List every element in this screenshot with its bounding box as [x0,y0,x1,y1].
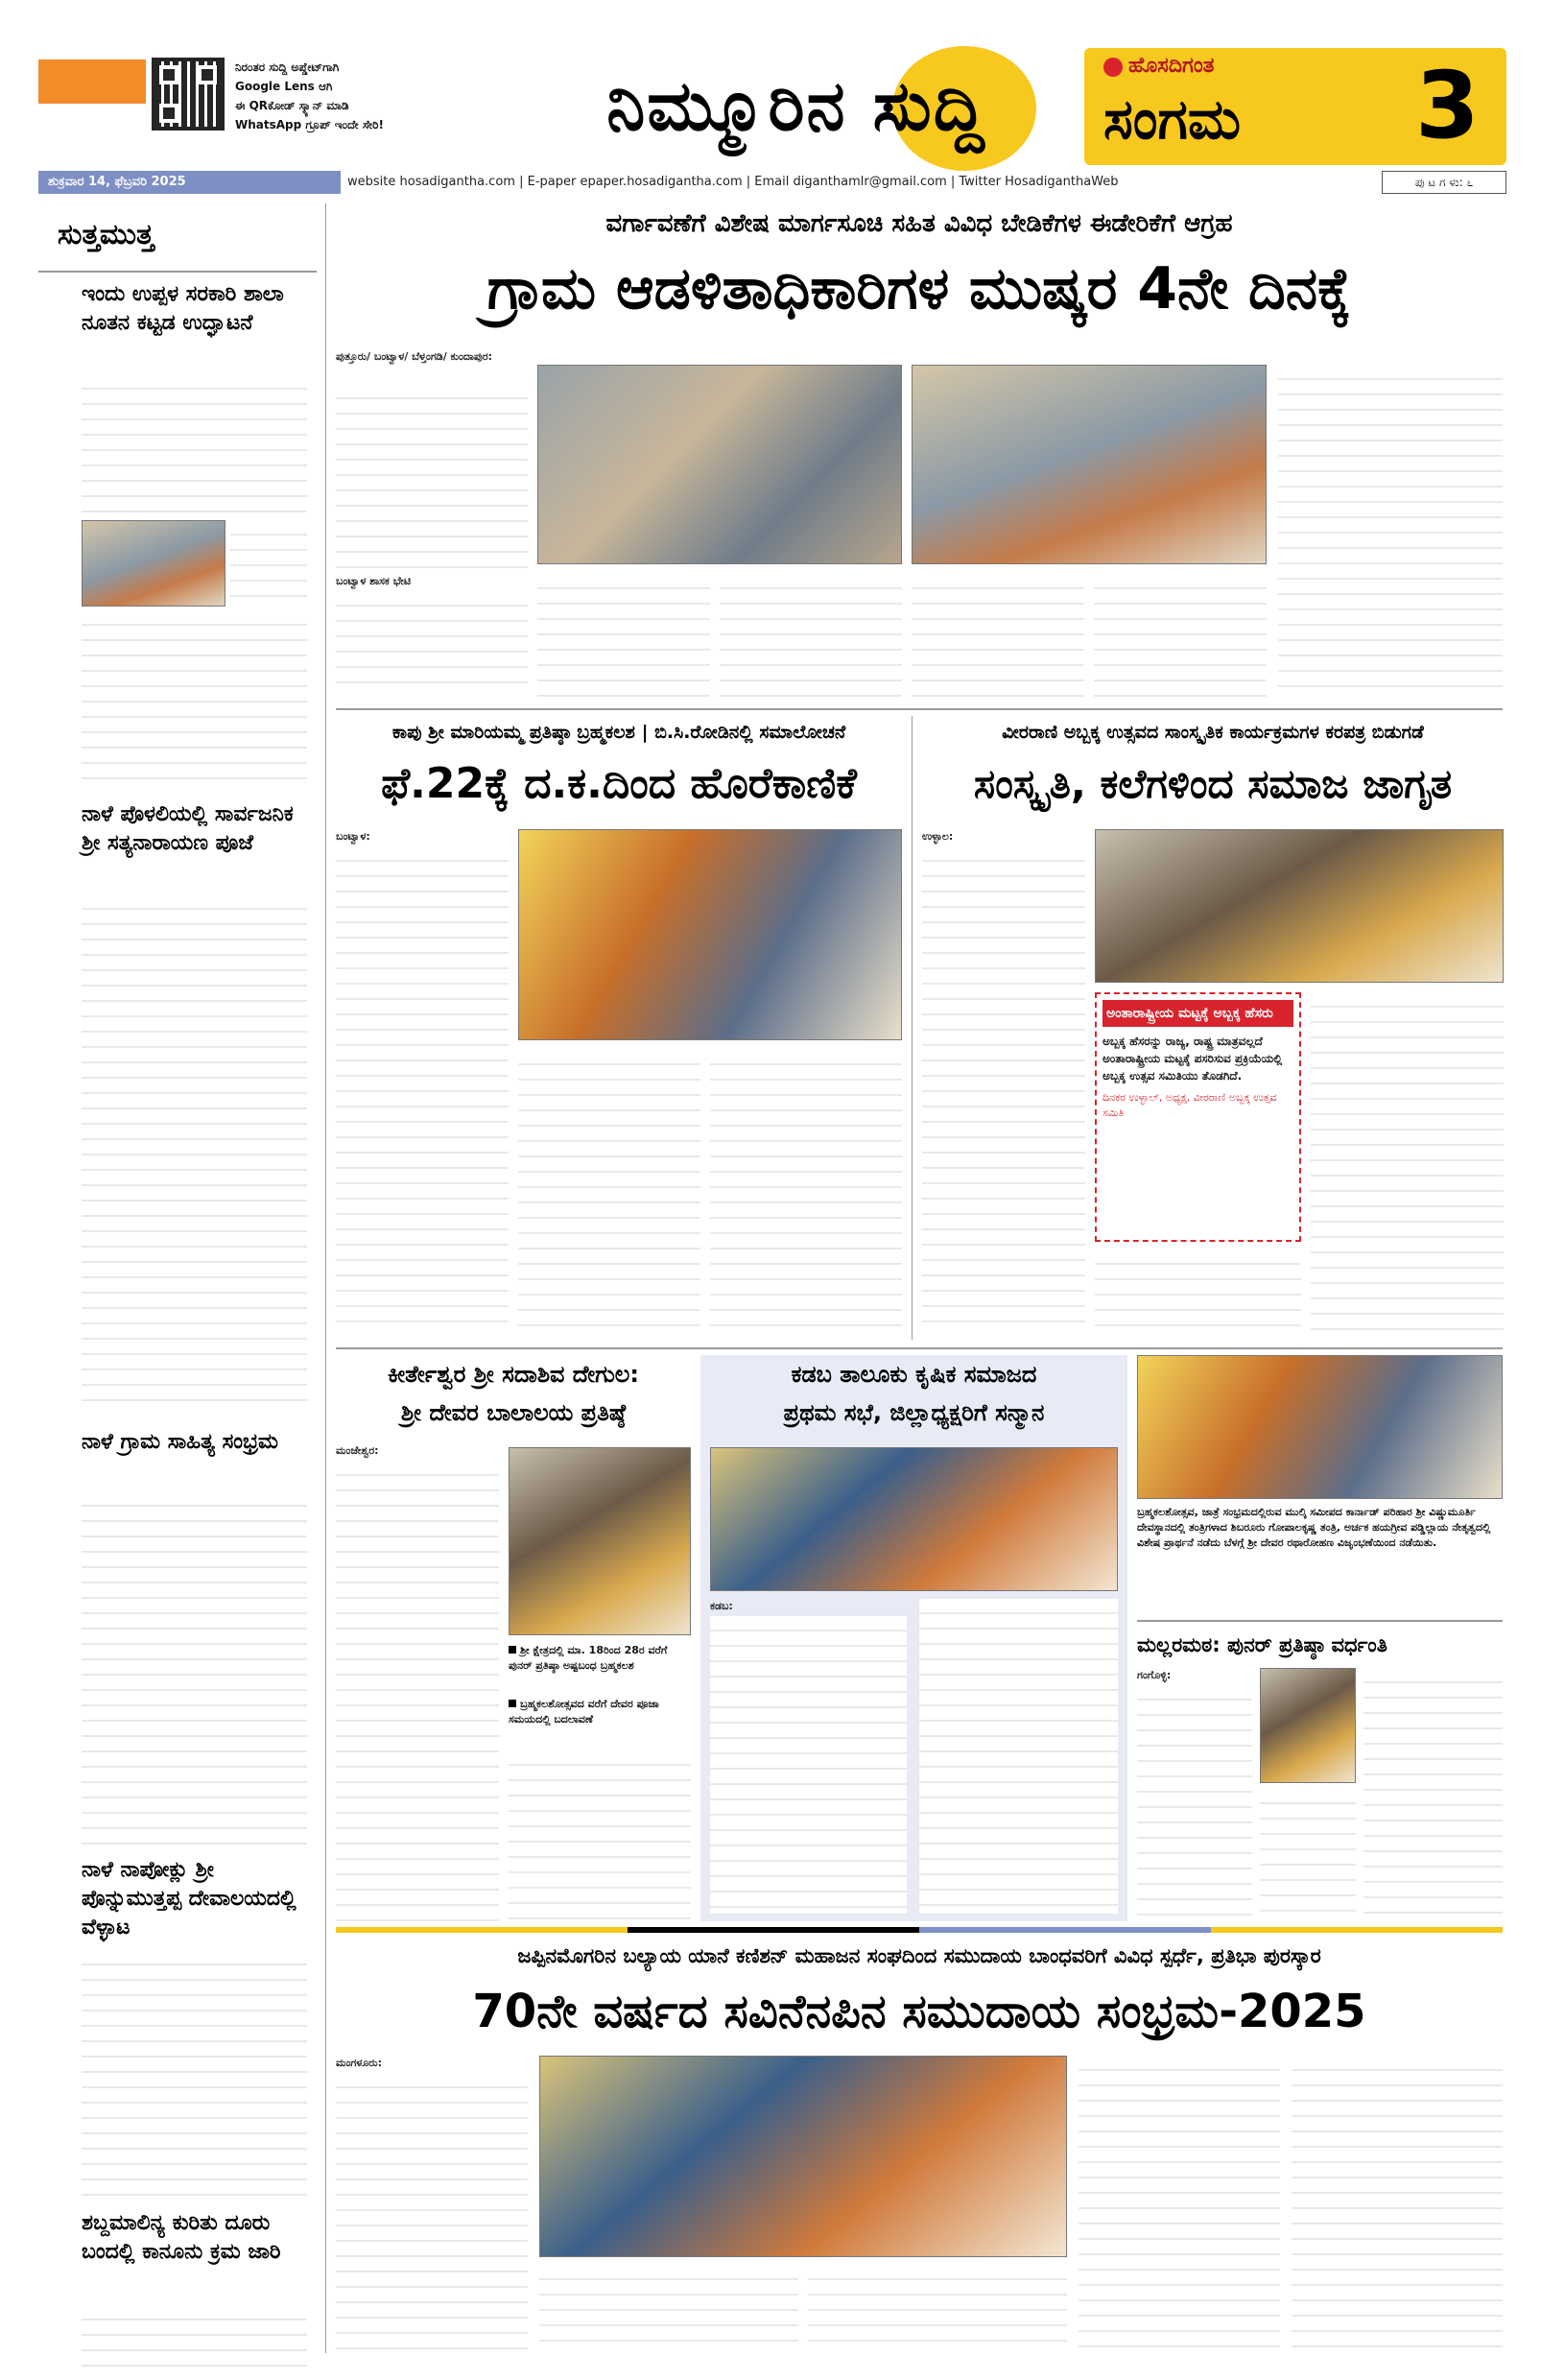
callout-box [1095,992,1301,1242]
protest-photo-2 [912,365,1267,564]
story-hore-kanike [336,716,902,1340]
school-photo [82,520,225,607]
sidebar-story-title: ನಾಳೆ ಪೊಳಲಿಯಲ್ಲಿ ಸಾರ್ವಜನಿಕ ಶ್ರೀ ಸತ್ಯನಾರಾಯಣ ಪೂಜೆ [82,802,294,855]
bullet-1-text: ಶ್ರೀ ಕ್ಷೇತ್ರದಲ್ಲಿ ಮಾ. 18ರಿಂದ 28ರ ವರೆಗೆ ಪುನರ್ ಪ್ರತಿಷ್ಠಾ ಅಷ್ಟಬಂಧ ಬ್ರಹ್ಮಕಲಶ [509,1644,668,1672]
story7-dateline: ಮಂಗಳೂರು: [336,2057,382,2069]
story2-kicker: ಕಾಪು ಶ್ರೀ ಮಾರಿಯಮ್ಮ ಪ್ರತಿಷ್ಠಾ ಬ್ರಹ್ಮಕಲಶ | ಬಿ.ಸಿ.ರೋಡಿನಲ್ಲಿ ಸಮಾಲೋಚನೆ [391,722,846,743]
sidebar-story-body [82,1950,307,2200]
color-strip [336,1927,1503,1933]
story-kadaba [700,1355,1127,1921]
pages-text: ಪು ಟ ಗ ಳು: ೬ [1414,176,1474,189]
protest-photo-1 [537,365,902,564]
story2-body [710,1050,902,1336]
story-balyaya [336,1939,1503,2361]
story5-headline-1: ಕಡಬ ತಾಲೂಕು ಕೃಷಿಕ ಸಮಾಜದ [791,1361,1037,1388]
story4-headline-2: ಶ್ರೀ ದೇವರ ಬಾಲಾಲಯ ಪ್ರತಿಷ್ಠೆ [400,1399,627,1426]
temple-photo [509,1447,691,1635]
story4-dateline: ಮಂಜೇಶ್ವರ: [336,1444,379,1457]
story5-headline-2: ಪ್ರಥಮ ಸಭೆ, ಜಿಲ್ಲಾಧ್ಯಕ್ಷರಿಗೆ ಸನ್ಮಾನ [783,1399,1045,1426]
story2-body [518,1050,700,1336]
brand-box [1084,48,1506,165]
story-abbakka [912,716,1503,1340]
qr-line-1: ನಿರಂತರ ಸುದ್ದಿ ಅಪ್ಡೇಟ್‌ಗಾಗಿ [235,60,340,74]
qr-line-3: ಈ QRಕೋಡ್‌ ಸ್ಕ್ಯಾನ್‌ ಮಾಡಿ [235,99,349,112]
callout-body: ಅಬ್ಬಕ್ಕ ಹೆಸರನ್ನು ರಾಜ್ಯ, ರಾಷ್ಟ್ರ ಮಾತ್ರವಲ್ಲದೆ ಅಂತಾರಾಷ್ಟ್ರೀಯ ಮಟ್ಟಕ್ಕೆ ಪಸರಿಸುವ ಪ್ರಕ್ರಿಯೆಯಲ್ಲಿ ಅಬ್ಬಕ್ಕ ಉತ್ಸವ ಸಮಿತಿಯು ತೊಡಗಿದೆ. [1102,1035,1283,1083]
masthead-title: ನಿಮ್ಮೂರಿನ ಸುದ್ದಿ [606,65,986,146]
story4-headline-1: ಕೀರ್ತೇಶ್ವರ ಶ್ರೀ ಸದಾಶಿವ ದೇಗುಲ: [388,1361,639,1388]
sidebar-story-body [82,1491,307,1844]
lead-body [720,574,902,697]
story4-body [509,1750,691,1921]
story4-body [336,1461,499,1921]
lead-dateline: ಪುತ್ತೂರು/ ಬಂಟ್ವಾಳ/ ಬೆಳ್ತಂಗಡಿ/ ಕುಂದಾಪುರ: [336,350,493,363]
callout-title: ಅಂತಾರಾಷ್ಟ್ರೀಯ ಮಟ್ಟಕ್ಕೆ ಅಬ್ಬಕ್ಕ ಹೆಸರು [1102,1000,1293,1027]
lead-body [912,574,1084,697]
story7-body [539,2265,798,2353]
pages-box [1382,171,1506,194]
story6-headline: ಮಲ್ಲರಮಠ: ಪುನರ್ ಪ್ರತಿಷ್ಠಾ ವರ್ಧಂತಿ [1137,1633,1387,1656]
sidebar-logo: ಸುತ್ತಮುತ್ತ [58,218,154,251]
story7-headline: 70ನೇ ವರ್ಷದ ಸವಿನೆನಪಿನ ಸಮುದಾಯ ಸಂಭ್ರಮ-2025 [472,1985,1366,2038]
qr-line-4: WhatsApp ಗ್ರೂಪ್‌ ಇಂದೇ ಸೇರಿ! [235,118,384,131]
sidebar-story-title: ನಾಳೆ ನಾಪೋಕ್ಲು ಶ್ರೀ ಪೊನ್ನುಮುತ್ತಪ್ಪ ದೇವಾಲಯದಲ್ಲಿ ವೆಳ್ಳಾಟ [82,1858,296,1940]
date-bar [38,171,341,194]
section-divider [336,708,1503,710]
links-text[interactable]: website hosadigantha.com | E-paper epaper.hosadigantha.com | Email diganthamlr@gmail.com | Twitter HosadiganthaWeb [347,175,1119,189]
story5-dateline: ಕಡಬ: [710,1600,733,1612]
story2-body [336,846,509,1336]
story3-dateline: ಉಳ್ಳಾಲ: [922,830,954,843]
lead-body [336,384,528,571]
lead-story [336,203,1503,698]
sidebar-story-title: ನಾಳೆ ಗ್ರಾಮ ಸಾಹಿತ್ಯ ಸಂಭ್ರಮ [82,1430,278,1454]
festival-photo [1137,1355,1503,1499]
meeting-photo [518,829,902,1040]
section-divider [336,1347,1503,1349]
lead-subhead: ಬಂಟ್ವಾಳ ಶಾಸಕ ಭೇಟಿ [336,575,412,587]
section-divider [1137,1620,1503,1622]
sidebar-logo-rule [38,271,317,273]
story3-body [1095,1250,1301,1336]
story6-dateline: ಗಂಗೊಳ್ಳಿ: [1137,1669,1172,1681]
lead-kicker: ವರ್ಗಾವಣೆಗೆ ವಿಶೇಷ ಮಾರ್ಗಸೂಚಿ ಸಹಿತ ವಿವಿಧ ಬೇಡಿಕೆಗಳ ಈಡೇರಿಕೆಗೆ ಆಗ್ರಹ [605,209,1233,238]
date-text: ಶುಕ್ರವಾರ 14, ಫೆಬ್ರವರಿ 2025 [48,175,186,189]
kadaba-meeting-photo [710,1447,1118,1591]
story2-dateline: ಬಂಟ್ವಾಳ: [336,830,370,843]
idol-photo [1260,1668,1356,1783]
story4-bullet-2 [509,1697,691,1727]
festival-caption: ಬ್ರಹ್ಮಕಲಶೋತ್ಸವ, ಜಾತ್ರೆ ಸಂಭ್ರಮದಲ್ಲಿರುವ ಮುಲ್ಕಿ ಸಮೀಪದ ಕಾರ್ನಾಡ್ ಪರಿಹಾರ ಶ್ರೀ ವಿಷ್ಣುಮೂರ್ತಿ ದೇವಸ್ಥಾನದಲ್ಲಿ ತಂತ್ರಿಗಳಾದ ಶಿಬರೂರು ಗೋಪಾಲಕೃಷ್ಣ ತಂತ್ರಿ, ಅರ್ಚಕ ಹಯಗ್ರೀವ ಪಡ್ಡಿಲ್ಲಾಯ ನೇತೃತ್ವದಲ್ಲಿ ವಿಶೇಷ ಪ್ರಾರ್ಥನೆ ನಡೆದು ಬೆಳಗ್ಗೆ ಶ್ರೀ ದೇವರ ರಥಾರೋಹಣ ವಿಜೃಂಭಣೆಯಿಂದ ನಡೆಯಿತು. [1137,1506,1491,1549]
lead-headline: ಗ್ರಾಮ ಆಡಳಿತಾಧಿಕಾರಿಗಳ ಮುಷ್ಕರ 4ನೇ ದಿನಕ್ಕೆ [486,255,1352,322]
brand-logo-icon [1103,58,1123,77]
story6-body [1137,1685,1252,1921]
story3-headline: ಸಂಸ್ಕೃತಿ, ಕಲೆಗಳಿಂದ ಸಮಾಜ ಜಾಗೃತ [973,760,1453,807]
story-mallaramatha [1137,1355,1503,1921]
story6-body [1260,1789,1356,1921]
story4-bullet-1 [509,1643,691,1674]
story5-body [919,1599,1118,1914]
sidebar-story-body [82,610,307,793]
masthead [0,0,1541,197]
story3-body [922,846,1085,1336]
story-kirteshwara [336,1355,691,1921]
felicitation-photo [539,2056,1067,2257]
brand-small: ಹೊಸದಿಗಂತ [1128,54,1215,78]
sidebar-story-title: ಶಬ್ದಮಾಲಿನ್ಯ ಕುರಿತು ದೂರು ಬಂದಲ್ಲಿ ಕಾನೂನು ಕ್ರಮ ಜಾರಿ [82,2211,281,2264]
release-photo [1095,829,1504,983]
story3-kicker: ವೀರರಾಣಿ ಅಬ್ಬಕ್ಕ ಉತ್ಸವದ ಸಾಂಸ್ಕೃತಿಕ ಕಾರ್ಯಕ್ರಮಗಳ ಕರಪತ್ರ ಬಿಡುಗಡೆ [1002,722,1424,743]
sidebar-story-body [82,894,307,1413]
story7-body [1292,2056,1503,2353]
story5-body [710,1616,907,1914]
brand-big: ಸಂಗಮ [1103,86,1242,152]
page-number: 3 [1415,52,1480,159]
sidebar-story-body [82,374,307,516]
story7-kicker: ಜಪ್ಪಿನಮೊಗರಿನ ಬಲ್ಯಾಯ ಯಾನೆ ಕಣಿಶನ್ ಮಹಾಜನ ಸಂಘದಿಂದ ಸಮುದಾಯ ಬಾಂಧವರಿಗೆ ವಿವಿಧ ಸ್ಪರ್ಧೆ, ಪ್ರತಿಭಾ ಪುರಸ್ಕಾರ [517,1944,1321,1967]
lead-body [537,574,710,697]
story7-body [808,2265,1067,2353]
bullet-2-text: ಬ್ರಹ್ಮಕಲಶೋತ್ಸವದ ವರೆಗೆ ದೇವರ ಪೂಜಾ ಸಮಯದಲ್ಲಿ ಬದಲಾವಣೆ [509,1698,659,1726]
callout-sign: ದಿನಕರ ಉಳ್ಳಾಲ್, ಅಧ್ಯಕ್ಷ, ವೀರರಾಣಿ ಅಬ್ಬಕ್ಕ ಉತ್ಸವ ಸಮಿತಿ [1102,1091,1277,1119]
orange-bar [38,60,146,104]
story6-body [1363,1668,1503,1921]
links-bar[interactable] [347,171,1364,194]
story2-headline: ಫೆ.22ಕ್ಕೆ ದ.ಕ.ದಿಂದ ಹೊರೆಕಾಣಿಕೆ [381,759,857,808]
sidebar-story-title: ಇಂದು ಉಪ್ಪಳ ಸರಕಾರಿ ಶಾಲಾ ನೂತನ ಕಟ್ಟಡ ಉದ್ಘಾಟನೆ [82,282,284,335]
qr-caption [235,58,523,134]
lead-body [336,591,528,697]
lead-body [1094,574,1267,697]
story3-body [1311,992,1504,1336]
qr-code-icon[interactable] [152,58,225,131]
qr-line-2: Google Lens ಆಗಿ [235,80,333,93]
story7-body [1079,2056,1280,2353]
story7-body [336,2073,528,2353]
sidebar-story-body [230,520,307,607]
lead-body [1278,365,1503,697]
sidebar-story-body [82,2305,307,2380]
sidebar [38,203,326,2353]
